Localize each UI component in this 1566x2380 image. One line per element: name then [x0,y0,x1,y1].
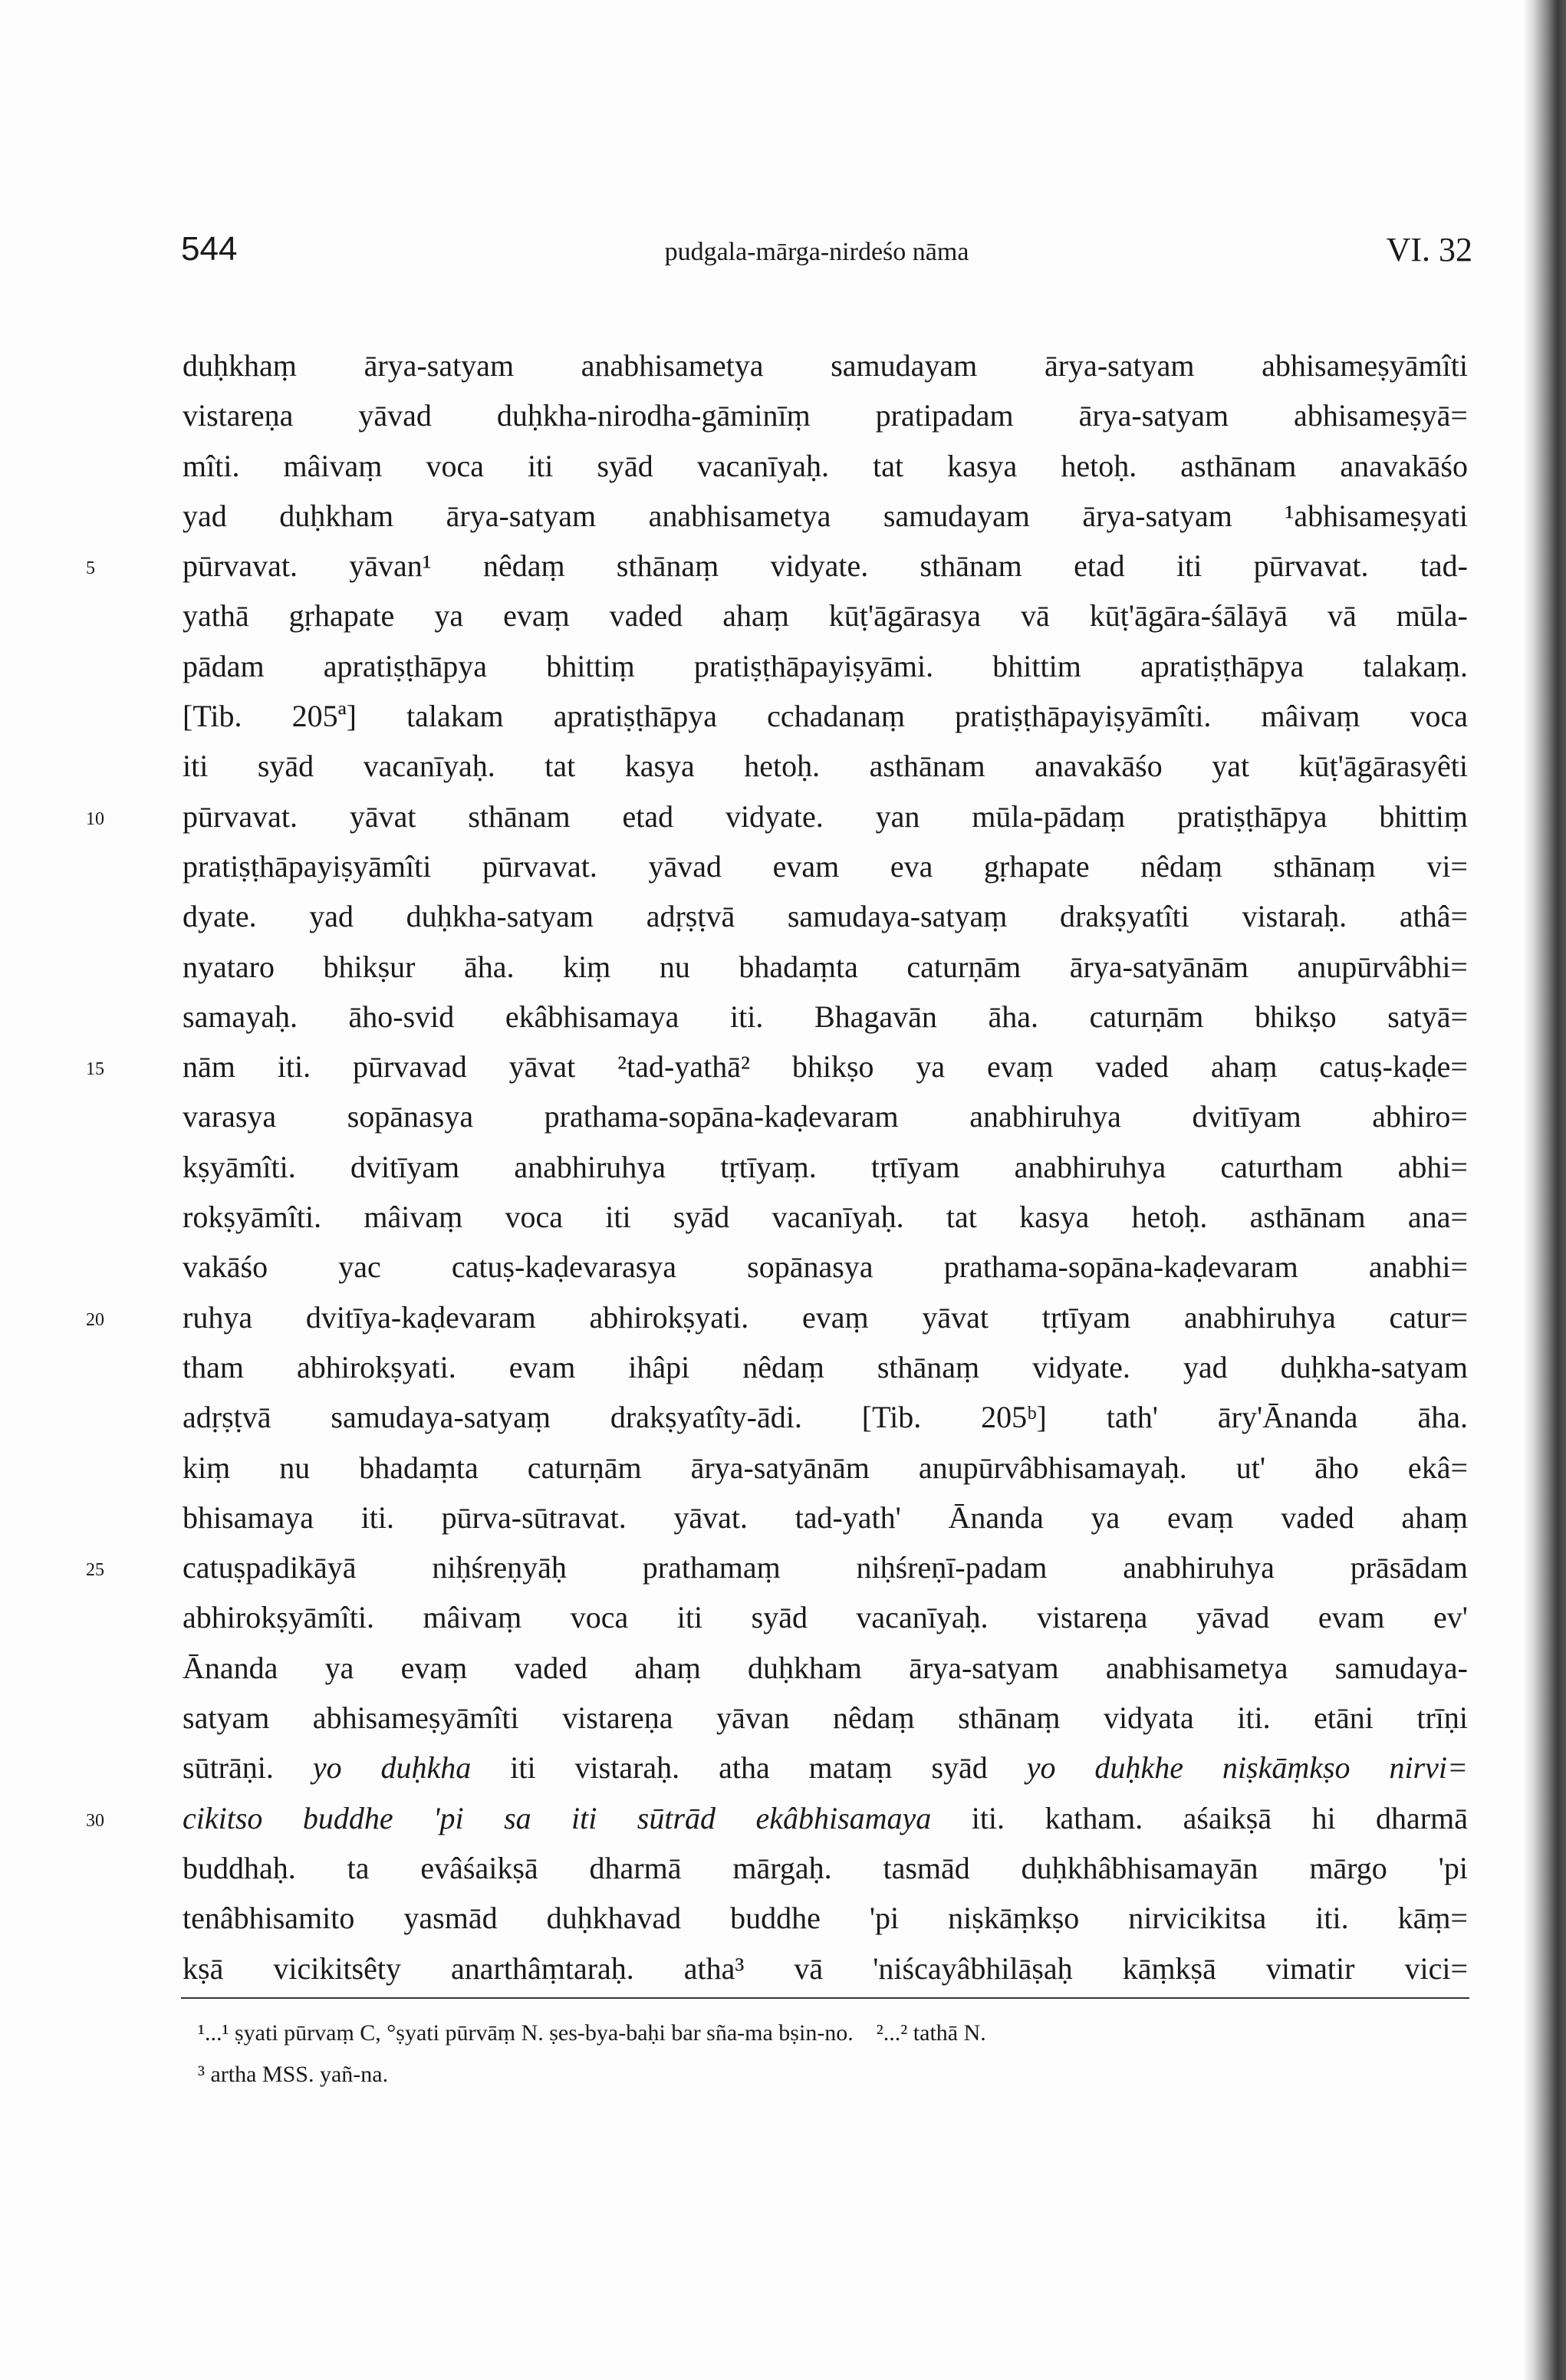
main-text [86,341,1469,1993]
text-line [183,942,1468,992]
text-line [86,1793,1468,1843]
text-segment: kṣyāmîti. dvitīyam anabhiruhya tṛtīyaṃ. tṛtīyam anabhiruhya caturtham abhi= [183,1149,1468,1184]
text-segment: iti syād vacanīyaḥ. tat kasya hetoḥ. asthānam anavakāśo yat kūṭ'āgārasyêti [183,749,1468,784]
text-line [183,1693,1468,1743]
scan-binding-edge [1523,0,1566,2380]
text-segment: Ānanda ya evaṃ vaded ahaṃ duḥkham ārya-satyam anabhisametya samudaya- [183,1650,1468,1685]
text-segment: dyate. yad duḥkha-satyam adṛṣṭvā samudaya-satyaṃ drakṣyatîti vistaraḥ. athâ= [183,899,1468,934]
text-line [183,1592,1468,1642]
text-line [183,741,1468,791]
text-segment: ruhya dvitīya-kaḍevaram abhirokṣyati. evaṃ yāvat tṛtīyam anabhiruhya catur= [183,1299,1468,1335]
text-line [183,491,1468,541]
text-segment: pūrvavat. yāvat sthānam etad vidyate. yan mūla-pādaṃ pratiṣṭhāpya bhittiṃ [183,798,1468,834]
text-segment: [Tib. 205ª] talakam apratiṣṭhāpya cchadanaṃ pratiṣṭhāpayiṣyāmîti. mâivaṃ voca [183,699,1468,734]
text-segment: abhirokṣyāmîti. mâivaṃ voca iti syād vacanīyaḥ. vistareṇa yāvad evam ev' [183,1600,1468,1635]
text-line [183,1342,1468,1392]
text-line [183,1443,1468,1493]
text-line [183,1743,1468,1792]
italic-text: cikitso buddhe 'pi sa iti sūtrād ekâbhisamaya [183,1800,932,1835]
text-line [86,1542,1468,1592]
italic-text: yo duḥkhe niṣkāṃkṣo nirvi= [1026,1750,1469,1786]
text-segment: satyam abhisameṣyāmîti vistareṇa yāvan nêdaṃ sthānaṃ vidyata iti. etāni trīṇi [183,1700,1468,1736]
text-line [183,591,1468,640]
text-segment: catuṣpadikāyā niḥśreṇyāḥ prathamaṃ niḥśreṇī-padam anabhiruhya prāsādam [183,1550,1468,1585]
text-segment: varasya sopānasya prathama-sopāna-kaḍevaram anabhiruhya dvitīyam abhiro= [183,1099,1468,1134]
text-segment: pratiṣṭhāpayiṣyāmîti pūrvavat. yāvad evam eva gṛhapate nêdaṃ sthānaṃ vi= [183,848,1468,884]
text-line [183,1091,1468,1141]
text-line [183,1843,1468,1893]
text-line [183,1944,1468,1993]
text-segment: nyataro bhikṣur āha. kiṃ nu bhadaṃta caturṇām ārya-satyānām anupūrvâbhi= [183,949,1468,984]
text-segment: kiṃ nu bhadaṃta caturṇām ārya-satyānām anupūrvâbhisamayaḥ. ut' āho ekâ= [183,1450,1468,1485]
running-title: pudgala-mārga-nirdeśo nāma [664,238,969,266]
text-segment: tenâbhisamito yasmād duḥkhavad buddhe 'pi niṣkāṃkṣo nirvicikitsa iti. kāṃ= [183,1901,1468,1936]
text-line [183,390,1468,440]
italic-text: yo duḥkha [312,1750,472,1786]
text-segment: kṣā vicikitsêty anarthâṃtaraḥ. atha³ vā 'niścayâbhilāṣaḥ kāṃkṣā vimatir vici= [183,1950,1468,1986]
footnote-rule [181,1997,1469,1999]
text-line [183,1893,1468,1943]
text-segment: tham abhirokṣyati. evam ihâpi nêdaṃ sthānaṃ vidyate. yad duḥkha-satyam [183,1349,1468,1384]
text-line [86,541,1468,591]
text-segment: vistareṇa yāvad duḥkha-nirodha-gāminīṃ pratipadam ārya-satyam abhisameṣyā= [183,398,1468,433]
text-line [86,1292,1468,1342]
text-segment: pūrvavat. yāvan¹ nêdaṃ sthānaṃ vidyate. sthānam etad iti pūrvavat. tad- [183,548,1468,584]
text-segment: adṛṣṭvā samudaya-satyaṃ drakṣyatîty-ādi. [Tib. 205ᵇ] tath' āry'Ānanda āha. [183,1400,1468,1435]
text-segment: duḥkhaṃ ārya-satyam anabhisametya samudayam ārya-satyam abhisameṣyāmîti [183,348,1468,383]
text-segment: vakāśo yac catuṣ-kaḍevarasya sopānasya prathama-sopāna-kaḍevaram anabhi= [183,1249,1468,1285]
footnote: ³ artha MSS. yañ-na. [198,2062,389,2087]
text-line [183,341,1468,390]
text-line [183,1643,1468,1693]
text-line [183,641,1468,691]
text-line [183,441,1468,491]
text-segment: mîti. mâivaṃ voca iti syād vacanīyaḥ. tat kasya hetoḥ. asthānam anavakāśo [183,448,1468,483]
text-segment: iti vistaraḥ. atha mataṃ syād [471,1750,1027,1786]
text-line [183,1392,1468,1442]
text-segment: iti. katham. aśaikṣā hi dharmā [931,1800,1468,1835]
text-segment: sūtrāṇi. [183,1750,313,1786]
line-number: 20 [86,1309,104,1330]
text-segment: rokṣyāmîti. mâivaṃ voca iti syād vacanīyaḥ. tat kasya hetoḥ. asthānam ana= [183,1200,1468,1235]
line-number: 25 [86,1560,104,1581]
text-segment: pādam apratiṣṭhāpya bhittiṃ pratiṣṭhāpayiṣyāmi. bhittim apratiṣṭhāpya talakaṃ. [183,648,1468,683]
text-line [183,1242,1468,1292]
line-number: 10 [86,808,104,829]
text-segment: bhisamaya iti. pūrva-sūtravat. yāvat. tad-yath' Ānanda ya evaṃ vaded ahaṃ [183,1499,1468,1535]
text-line [86,792,1468,841]
text-segment: samayaḥ. āho-svid ekâbhisamaya iti. Bhagavān āha. caturṇām bhikṣo satyā= [183,999,1468,1034]
text-line [183,992,1468,1042]
text-line [183,691,1468,741]
text-line [183,1192,1468,1242]
line-number: 30 [86,1810,104,1831]
line-number: 5 [86,558,95,579]
text-line [183,841,1468,891]
text-segment: yad duḥkham ārya-satyam anabhisametya samudayam ārya-satyam ¹abhisameṣyati [183,498,1468,533]
text-segment: yathā gṛhapate ya evaṃ vaded ahaṃ kūṭ'āgārasya vā kūṭ'āgāra-śālāyā vā mūla- [183,598,1468,634]
text-segment: buddhaḥ. ta evâśaikṣā dharmā mārgaḥ. tasmād duḥkhâbhisamayān mārgo 'pi [183,1850,1468,1885]
footnote: ¹...¹ ṣyati pūrvaṃ C, °ṣyati pūrvāṃ N. ṣes-bya-baḥi bar sña-ma bṣin-no. ²...² tathā N. [198,2020,986,2046]
text-segment: nām iti. pūrvavad yāvat ²tad-yathā² bhikṣo ya evaṃ vaded ahaṃ catuṣ-kaḍe= [183,1049,1468,1085]
page-number: 544 [181,230,238,268]
text-line [86,1042,1468,1091]
line-number: 15 [86,1059,104,1080]
text-line [183,1142,1468,1192]
text-line [183,891,1468,941]
section-number: VI. 32 [1386,231,1472,268]
text-line [183,1493,1468,1542]
